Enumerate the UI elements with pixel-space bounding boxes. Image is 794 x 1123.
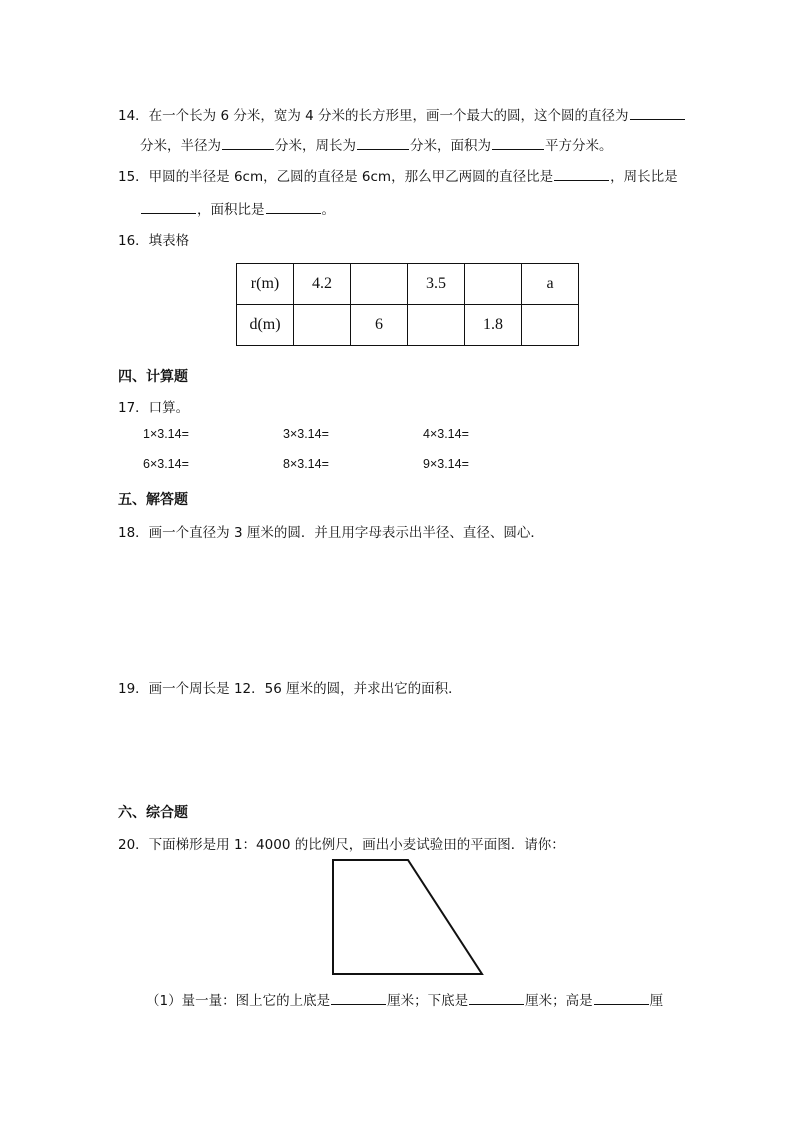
question-15-line-1: 15．甲圆的半径是 6cm，乙圆的直径是 6cm，那么甲乙两圆的直径比是 ，周长比是 [118, 169, 678, 185]
table-cell: 4.2 [294, 264, 351, 305]
answer-blank[interactable] [331, 992, 386, 1005]
answer-blank[interactable] [357, 137, 409, 150]
question-17-label: 17．口算。 [118, 400, 190, 416]
table-row [237, 264, 579, 305]
calc-item: 4×3.14= [423, 427, 469, 441]
question-15-line-2: ，面积比是 。 [140, 198, 335, 218]
table-cell[interactable] [465, 264, 522, 305]
answer-blank[interactable] [469, 992, 524, 1005]
table-cell[interactable] [294, 305, 351, 346]
section-heading-solve: 五、解答题 [118, 492, 188, 508]
answer-blank[interactable] [222, 137, 274, 150]
answer-blank[interactable] [630, 107, 685, 120]
calc-item: 8×3.14= [283, 457, 329, 471]
question-18: 18．画一个直径为 3 厘米的圆．并且用字母表示出半径、直径、圆心． [118, 525, 544, 541]
answer-blank[interactable] [594, 992, 649, 1005]
question-20-sub-1: （1）量一量：图上它的上底是 厘米；下底是 厘米；高是 厘 [146, 993, 664, 1009]
answer-blank[interactable] [266, 201, 321, 214]
question-14-line-1: 14．在一个长为 6 分米，宽为 4 分米的长方形里，画一个最大的圆，这个圆的直径为 [118, 104, 686, 124]
table-cell[interactable] [408, 305, 465, 346]
table-cell: 6 [351, 305, 408, 346]
table-row [237, 305, 579, 346]
answer-blank[interactable] [141, 201, 196, 214]
section-heading-calculation: 四、计算题 [118, 369, 188, 385]
answer-blank[interactable] [554, 168, 609, 181]
trapezoid-shape [333, 860, 482, 974]
table-cell: 3.5 [408, 264, 465, 305]
question-14-line-2: 分米，半径为 分米，周长为 分米，面积为 平方分米。 [140, 138, 613, 154]
calc-item: 1×3.14= [143, 427, 189, 441]
table-cell: 1.8 [465, 305, 522, 346]
table-cell: r(m) [237, 264, 294, 305]
section-heading-comprehensive: 六、综合题 [118, 805, 188, 821]
table-cell: d(m) [237, 305, 294, 346]
fill-table [236, 263, 579, 346]
answer-blank[interactable] [492, 137, 544, 150]
table-cell[interactable] [351, 264, 408, 305]
question-16-label: 16．填表格 [118, 233, 190, 249]
question-20-label: 20．下面梯形是用 1：4000 的比例尺，画出小麦试验田的平面图．请你： [118, 837, 565, 853]
table-cell: a [522, 264, 579, 305]
calc-item: 6×3.14= [143, 457, 189, 471]
calc-item: 3×3.14= [283, 427, 329, 441]
calc-item: 9×3.14= [423, 457, 469, 471]
trapezoid-figure [330, 856, 490, 980]
table-cell[interactable] [522, 305, 579, 346]
question-19: 19．画一个周长是 12．56 厘米的圆，并求出它的面积． [118, 681, 462, 697]
